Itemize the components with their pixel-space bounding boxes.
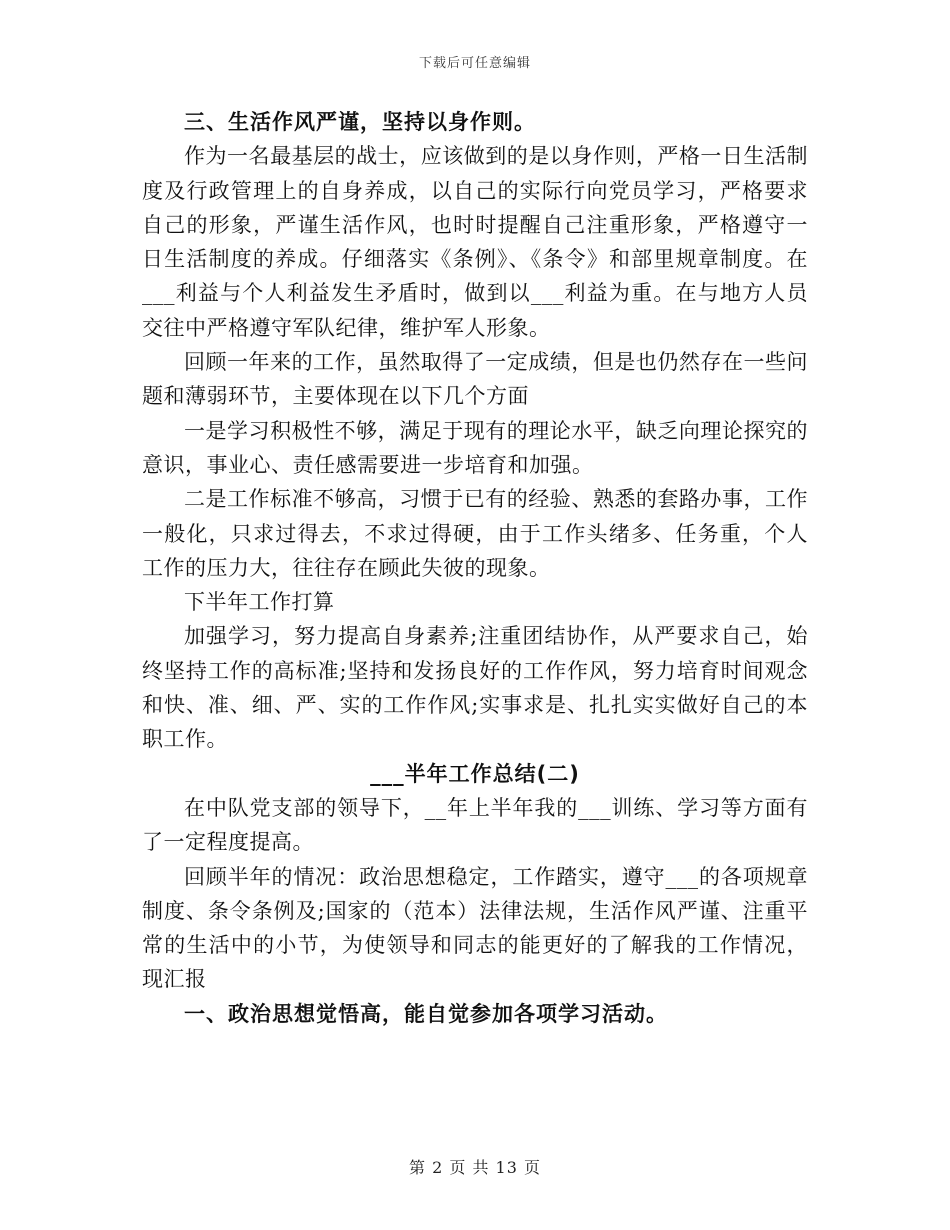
page-header-note: 下载后可任意编辑: [418, 56, 531, 71]
paragraph: 加强学习，努力提高自身素养;注重团结协作，从严要求自己，始终坚持工作的高标准;坚持和发扬良好的工作作风，努力培育时间观念和快、准、细、严、实的工作作风;实事求是、扎扎实实做好自己的本职工作。: [142, 624, 808, 752]
paragraph: 回顾一年来的工作，虽然取得了一定成绩，但是也仍然存在一些问题和薄弱环节，主要体现在以下几个方面: [142, 350, 808, 409]
paragraph: 二是工作标准不够高，习惯于已有的经验、熟悉的套路办事，工作一般化，只求过得去，不求过得硬，由于工作头绪多、任务重，个人工作的压力大，往往存在顾此失彼的现象。: [142, 487, 808, 580]
paragraph: 一是学习积极性不够，满足于现有的理论水平，缺乏向理论探究的意识，事业心、责任感需要进一步培育和加强。: [142, 418, 808, 477]
paragraph: 下半年工作打算: [184, 590, 335, 615]
paragraph: 作为一名最基层的战士，应该做到的是以身作则，严格一日生活制度及行政管理上的自身养成，以自己的实际行向党员学习，严格要求自己的形象，严谨生活作风，也时时提醒自己注重形象，严格遵守一日生活制度的养成。仔细落实《条例》、《条令》和部里规章制度。在___利益与个人利益发生矛盾时，做到以___利益为重。在与地方人员交往中严格遵守军队纪律，维护军人形象。: [142, 144, 808, 340]
paragraph: 回顾半年的情况：政治思想稳定，工作踏实，遵守___的各项规章制度、条令条例及;国家的（范本）法律法规，生活作风严谨、注重平常的生活中的小节，为使领导和同志的能更好的了解我的工作情况，现汇报: [142, 864, 808, 992]
page-number: 第 2 页 共 13 页: [409, 1158, 541, 1177]
document-body: [142, 105, 808, 1031]
section-heading-three: 三、生活作风严谨，坚持以身作则。: [184, 110, 536, 134]
section-heading-one: 一、政治思想觉悟高，能自觉参加各项学习活动。: [184, 1001, 668, 1026]
paragraph: 在中队党支部的领导下，__年上半年我的___训练、学习等方面有了一定程度提高。: [142, 795, 808, 855]
section-title: ___半年工作总结(二): [370, 761, 580, 786]
